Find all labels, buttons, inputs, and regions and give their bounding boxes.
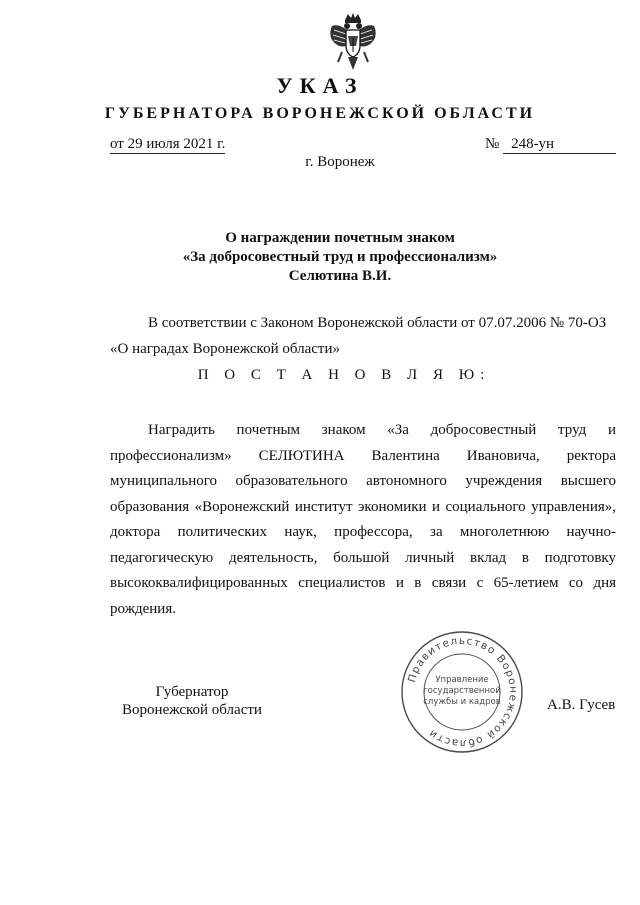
subject-line-2: «За добросовестный труд и профессионализм» [182, 249, 498, 265]
signatory-name: А.В. Гусев [547, 697, 616, 713]
number-label: № [485, 136, 500, 152]
stamp-center-line-2: государственной [423, 686, 501, 696]
document-subject [0, 229, 640, 286]
decree-word: П О С Т А Н О В Л Я Ю: [197, 367, 491, 383]
number-value: 248-ун [503, 136, 616, 154]
legal-basis-line-1: В соответствии с Законом Воронежской области от 07.07.2006 № 70-ОЗ [148, 315, 607, 331]
document-issuer: ГУБЕРНАТОРА ВОРОНЕЖСКОЙ ОБЛАСТИ [104, 105, 536, 122]
document-city: г. Воронеж [305, 154, 375, 170]
stamp-ring-text: Правительство Воронежской области [405, 634, 520, 750]
stamp-center-line-3: службы и кадров [423, 697, 501, 707]
coat-of-arms-icon [326, 12, 380, 74]
signatory-position-line-2: Воронежской области [122, 702, 262, 718]
document-title: УКАЗ [276, 73, 364, 98]
subject-line-3: Селютина В.И. [288, 268, 392, 284]
legal-basis-line-2: «О наградах Воронежской области» [110, 341, 341, 357]
signatory-position-line-1: Губернатор [155, 684, 229, 700]
document-date-value: от 29 июля 2021 г. [110, 136, 226, 152]
document-number [485, 136, 616, 154]
subject-line-1: О награждении почетным знаком [225, 230, 455, 246]
official-stamp [400, 630, 524, 754]
stamp-center-line-1: Управление [435, 675, 489, 685]
document-date [110, 136, 225, 153]
signatory-position [112, 683, 272, 719]
award-paragraph: Наградить почетным знаком «За добросовестный труд и профессионализм» СЕЛЮТИНА Валентина Ивановича, ректора муниципального образовательного автономного учреждения высшего образования «Воронежский институт экономики и социального управления», доктора политических наук, профессора, за многолетнюю научно-педагогическую деятельность, большой личный вклад в подготовку высококвалифицированных специалистов и в связи с 65-летием со дня рождения. [110, 422, 616, 617]
